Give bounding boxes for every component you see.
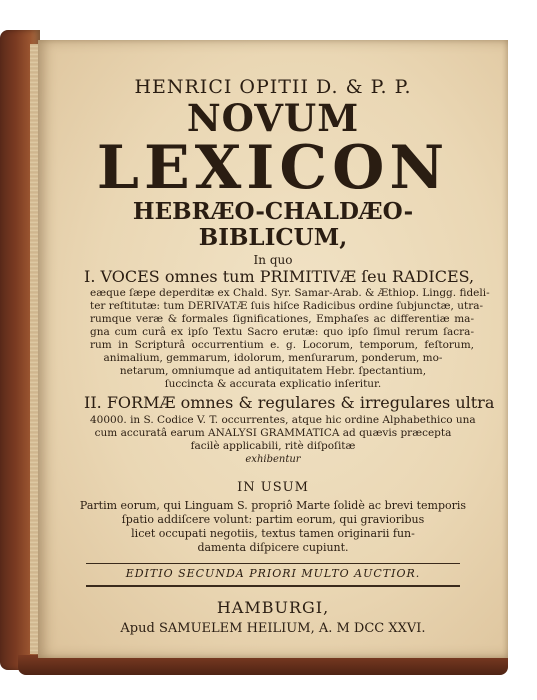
section-1-line: rumque veræ & formales ſignificationes, Emphaſes ac differentiæ ma- [90, 313, 474, 325]
section-1-line: ſuccincta & accurata explicatio inſeritur. [164, 378, 382, 390]
place-line: HAMBURGI, [216, 598, 330, 617]
section-1-line: ter reſtitutæ: tum DERIVATÆ ſuis hiſce Radicibus ordine ſubjunctæ, utra- [90, 300, 484, 312]
section-2-heading: II. FORMÆ omnes & regulares & irregulares ultra [84, 393, 495, 412]
usum-line: ſpatio addiſcere volunt: partim eorum, qui gravioribus [121, 513, 425, 526]
title-lexicon: LEXICON [96, 133, 450, 203]
usum-line: damenta diſpicere cupiunt. [197, 541, 349, 554]
title-page-text [38, 40, 508, 658]
title-novum: NOVUM [186, 96, 360, 140]
leather-cover-bottom [18, 655, 508, 675]
in-usum-line: IN USUM [237, 480, 309, 495]
usum-line: licet occupati negotiis, textus tamen originarii fun- [131, 527, 415, 540]
in-quo-line: In quo [253, 253, 293, 267]
edition-line: EDITIO SECUNDA PRIORI MULTO AUCTIOR. [125, 567, 421, 580]
section-2-line: 40000. in S. Codice V. T. occurrentes, atque hic ordine Alphabethico una [90, 414, 476, 426]
section-1-line: netarum, omniumque ad antiquitatem Hebr. ſpectantium, [119, 365, 427, 377]
title-hebraeo-chaldaeo: HEBRÆO-CHALDÆO- [132, 198, 414, 225]
section-2-line: cum accuratâ earum ANALYSI GRAMMATICA ad quævis præcepta [94, 427, 452, 439]
section-1-line: rum in Scripturâ occurrentium e. g. Locorum, temporum, feſtorum, [90, 339, 474, 351]
section-1-heading: I. VOCES omnes tum PRIMITIVÆ ſeu RADICES, [84, 267, 475, 286]
rule-above-editio [86, 563, 460, 564]
rule-below-editio [86, 585, 460, 587]
section-1-line: animalium, gemmarum, idolorum, menſurarum, ponderum, mo- [103, 352, 443, 364]
section-2-line: facilè applicabili, ritè diſpoſitæ [190, 440, 356, 452]
title-biblicum: BIBLICUM, [198, 224, 348, 251]
section-2-line: exhibentur [245, 454, 301, 465]
section-1-line: eæque ſæpe deperditæ ex Chald. Syr. Samar-Arab. & Æthiop. Lingg. fideli- [90, 287, 490, 299]
section-1-line: gna cum curâ ex ipſo Textu Sacro erutæ: quo ipſo ſimul rerum ſacra- [90, 326, 474, 338]
usum-line: Partim eorum, qui Linguam S. propriô Marte ſolidè ac brevi temporis [79, 499, 467, 512]
author-line: HENRICI OPITII D. & P. P. [134, 76, 412, 98]
imprint-line: Apud SAMUELEM HEILIUM, A. M DCC XXVI. [120, 621, 426, 636]
